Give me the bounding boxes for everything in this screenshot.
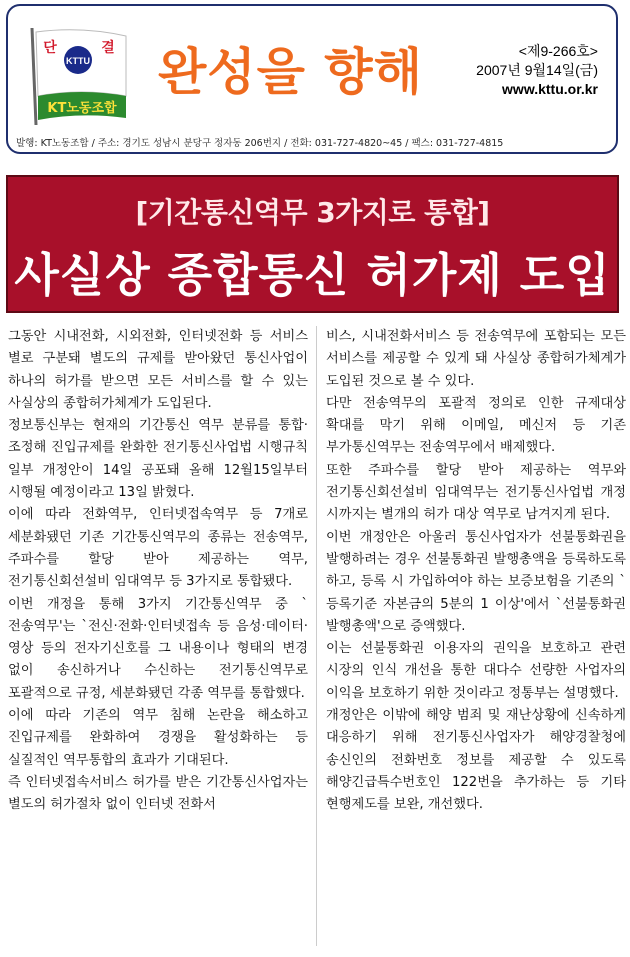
article-paragraph: 정보통신부는 현재의 기간통신 역무 분류를 통합·조정해 진입규제를 완화한 전기통신사업법 시행규칙 일부 개정안이 14일 공포돼 올해 12월15일부터 시행될 예정이라고 13일 밝혔다. xyxy=(8,418,308,501)
article-paragraph: 이번 개정을 통해 3가지 기간통신역무 중 `전송역무'는 `전신·전화·인터넷접속 등 음성·데이터·영상 등의 전자기신호를 그 내용이나 형태의 변경 없이 송신하거나 수신하는 전기통신역무로 포괄적으로 규정, 세분화됐던 각종 역무를 통합했다. xyxy=(8,596,308,701)
column-divider xyxy=(316,326,317,946)
article-left-column xyxy=(8,326,308,817)
article-paragraph: 개정안은 이밖에 해양 범죄 및 재난상황에 신속하게 대응하기 위해 전기통신사업자가 해양경찰청에 송신인의 전화번호 정보를 제공할 수 있도록 해양긴급특수번호인 122번을 추가하는 등 기타 현행제도를 보완, 개선했다. xyxy=(326,708,626,813)
article-paragraph: 즉 인터넷접속서비스 허가를 받은 기간통신사업자는 별도의 허가절차 없이 인터넷 전화서 xyxy=(8,774,308,813)
masthead xyxy=(6,4,618,154)
article-paragraph: 이에 따라 전화역무, 인터넷접속역무 등 7개로 세분화됐던 기존 기간통신역무의 종류는 전송역무, 주파수를 할당 받아 제공하는 역무, 전기통신회선설비 임대역무 등 3가지로 통합됐다. xyxy=(8,507,308,590)
article-paragraph: 또한 주파수를 할당 받아 제공하는 역무와 전기통신회선설비 임대역무는 전기통신사업법 개정 시까지는 별개의 허가 대상 역무로 남겨지게 된다. xyxy=(326,462,626,523)
article-right-column xyxy=(326,326,626,817)
logo-char-2: 결 xyxy=(101,40,115,56)
article-paragraph: 그동안 시내전화, 시외전화, 인터넷전화 등 서비스 별로 구분돼 별도의 규제를 받아왔던 통신사업이 하나의 허가를 받으면 모든 서비스를 할 수 있는 사실상의 종합허가체계가 도입된다. xyxy=(8,329,308,411)
article-paragraph: 이에 따라 기존의 역무 침해 논란을 해소하고 진입규제를 완화하여 경쟁을 활성화하는 등 실질적인 역무통합의 효과가 기대된다. xyxy=(8,708,308,768)
article-paragraph: 비스, 시내전화서비스 등 전송역무에 포함되는 모든 서비스를 제공할 수 있게 돼 사실상 종합허가체계가 도입된 것으로 볼 수 있다. xyxy=(326,329,626,389)
headline-banner xyxy=(6,175,619,313)
newsletter-title: 완성을 향해 xyxy=(158,43,423,101)
logo-char-1: 단 xyxy=(43,40,57,56)
publisher-info: 발행: KT노동조합 / 주소: 경기도 성남시 분당구 정자동 206번지 / 전화: 031-727-4820~45 / 팩스: 031-727-4815 xyxy=(16,138,504,149)
logo-flag-text: KT노동조합 xyxy=(47,101,117,116)
article-paragraph: 이번 개정안은 아울러 통신사업자가 선불통화권을 발행하려는 경우 선불통화권 발행총액을 등록하도록 하고, 등록 시 가입하여야 하는 보증보험을 기존의 `등록기준 자본금의 5분의 1 이상'에서 `선불통화권 발행총액'으로 증액했다. xyxy=(326,529,626,634)
website-link[interactable]: www.kttu.or.kr xyxy=(502,81,598,97)
headline-sub: [기간통신역무 3가지로 통합] xyxy=(135,196,490,229)
article-paragraph: 다만 전송역무의 포괄적 정의로 인한 규제대상 확대를 막기 위해 이메일, 메신저 등 기존 부가통신역무는 전송역무에서 배제했다. xyxy=(326,395,626,456)
issue-number: <제9-266호> xyxy=(518,43,598,59)
logo-badge-text: KTTU xyxy=(66,56,90,66)
issue-info xyxy=(476,42,598,99)
headline-main: 사실상 종합통신 허가제 도입 xyxy=(14,248,611,302)
kt-union-flag-logo xyxy=(26,26,130,126)
article-paragraph: 이는 선불통화권 이용자의 권익을 보호하고 관련 시장의 인식 개선을 통한 대다수 선량한 사업자의 이익을 보호하기 위한 것이라고 정통부는 설명했다. xyxy=(326,641,626,701)
issue-date: 2007년 9월14일(금) xyxy=(476,62,598,78)
